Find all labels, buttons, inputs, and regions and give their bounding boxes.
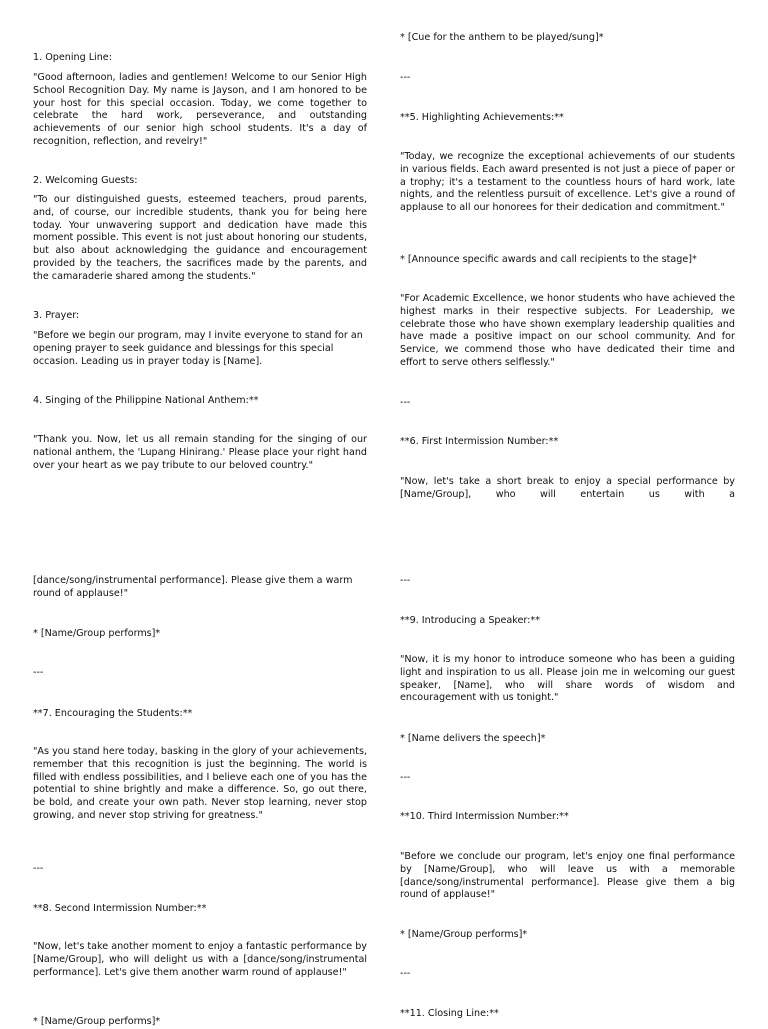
section8-text: "Now, let's take another moment to enjoy a fantastic performance by [Name/Group], who will delight us with a [dance/song/instrumental performance]. Let's give them another warm round of applause!": [33, 941, 367, 978]
section10-text: "Before we conclude our program, let's enjoy one final performance by [Name/Group], who will leave us with a memorable [dance/song/instrumental performance]. Please give them a big round of applause!": [400, 851, 735, 901]
section2-text: "To our distinguished guests, esteemed teachers, proud parents, and, of course, our incredible students, thank you for being here today. Your unwavering support and dedication have made this moment possible. This event is not just about honoring our students, but also about acknowledging the guidance and encouragement provided by the teachers, the sacrifices made by the parents, and the camaraderie shared among the students.": [33, 194, 367, 282]
section8-heading: **8. Second Intermission Number:**: [33, 903, 207, 914]
section5-text: "Today, we recognize the exceptional achievements of our students in various fields. Each award presented is not just a piece of paper or a trophy; it's a testament to the countless hours of hard work, late nights, and the relentless pursuit of excellence. Let's give a round of applause to all our honorees for their dedication and commitment.": [400, 151, 735, 214]
section6-heading: **6. First Intermission Number:**: [400, 436, 559, 447]
section11-heading: **11. Closing Line:**: [400, 1008, 499, 1019]
section3-heading: 3. Prayer:: [33, 310, 80, 321]
divider-3: ---: [400, 575, 411, 586]
cue-anthem: * [Cue for the anthem to be played/sung]*: [400, 32, 604, 43]
section6-continued: [dance/song/instrumental performance]. Please give them a warm round of applause!": [33, 575, 353, 599]
cue-group-performs: * [Name/Group performs]*: [400, 929, 528, 940]
section9-text: "Now, it is my honor to introduce someone who has been a guiding light and inspiration to us all. Please join me in welcoming our guest speaker, [Name], who will share words of wisdom and encouragement with us tonight.": [400, 654, 735, 704]
section4-heading: 4. Singing of the Philippine National Anthem:**: [33, 395, 259, 406]
section3-text: "Before we begin our program, may I invite everyone to stand for an opening prayer to seek guidance and blessings for this special occasion. Leading us in prayer today is [Name].: [33, 330, 363, 367]
divider-4: ---: [400, 772, 411, 783]
section10-heading: **10. Third Intermission Number:**: [400, 811, 569, 822]
section9-heading: **9. Introducing a Speaker:**: [400, 615, 541, 626]
cue-speech: * [Name delivers the speech]*: [400, 733, 546, 744]
section5-heading: **5. Highlighting Achievements:**: [400, 112, 564, 123]
divider-1: ---: [400, 72, 411, 83]
divider-1: ---: [33, 667, 44, 678]
section1-heading: 1. Opening Line:: [33, 52, 112, 63]
section6-text: "Now, let's take a short break to enjoy a special performance by [Name/Group], who will entertain us with a: [400, 476, 735, 500]
section4-text: "Thank you. Now, let us all remain standing for the singing of our national anthem, the 'Lupang Hinirang.' Please place your right hand over your heart as we pay tribute to our beloved country.": [33, 434, 367, 471]
section1-text: "Good afternoon, ladies and gentlemen! Welcome to our Senior High School Recognition Day. My name is Jayson, and I am honored to be your host for this special occasion. Today, we come together to celebrate the hard work, perseverance, and outstanding achievements of our senior high school students. It's a day of recognition, reflection, and revelry!": [33, 72, 367, 147]
cue-group-performs-2: * [Name/Group performs]*: [33, 1016, 161, 1027]
section7-text: "As you stand here today, basking in the glory of your achievements, remember that this recognition is just the beginning. The world is filled with endless possibilities, and I believe each one of you has the potential to shine brightly and make a difference. So, go out there, be bold, and create your own path. Never stop learning, never stop growing, and never stop striving for greatness.": [33, 746, 367, 821]
divider-5: ---: [400, 968, 411, 979]
section2-heading: 2. Welcoming Guests:: [33, 175, 138, 186]
divider-2: ---: [33, 863, 44, 874]
awards-text: "For Academic Excellence, we honor students who have achieved the highest marks in their respective subjects. For Leadership, we celebrate those who have shown exemplary leadership qualities and have made a positive impact on our school community. And for Service, we commend those who have dedicated their time and effort to serve others selflessly.": [400, 293, 735, 368]
cue-awards: * [Announce specific awards and call recipients to the stage]*: [400, 254, 697, 265]
divider-2: ---: [400, 397, 411, 408]
section7-heading: **7. Encouraging the Students:**: [33, 708, 193, 719]
cue-group-performs-1: * [Name/Group performs]*: [33, 628, 161, 639]
